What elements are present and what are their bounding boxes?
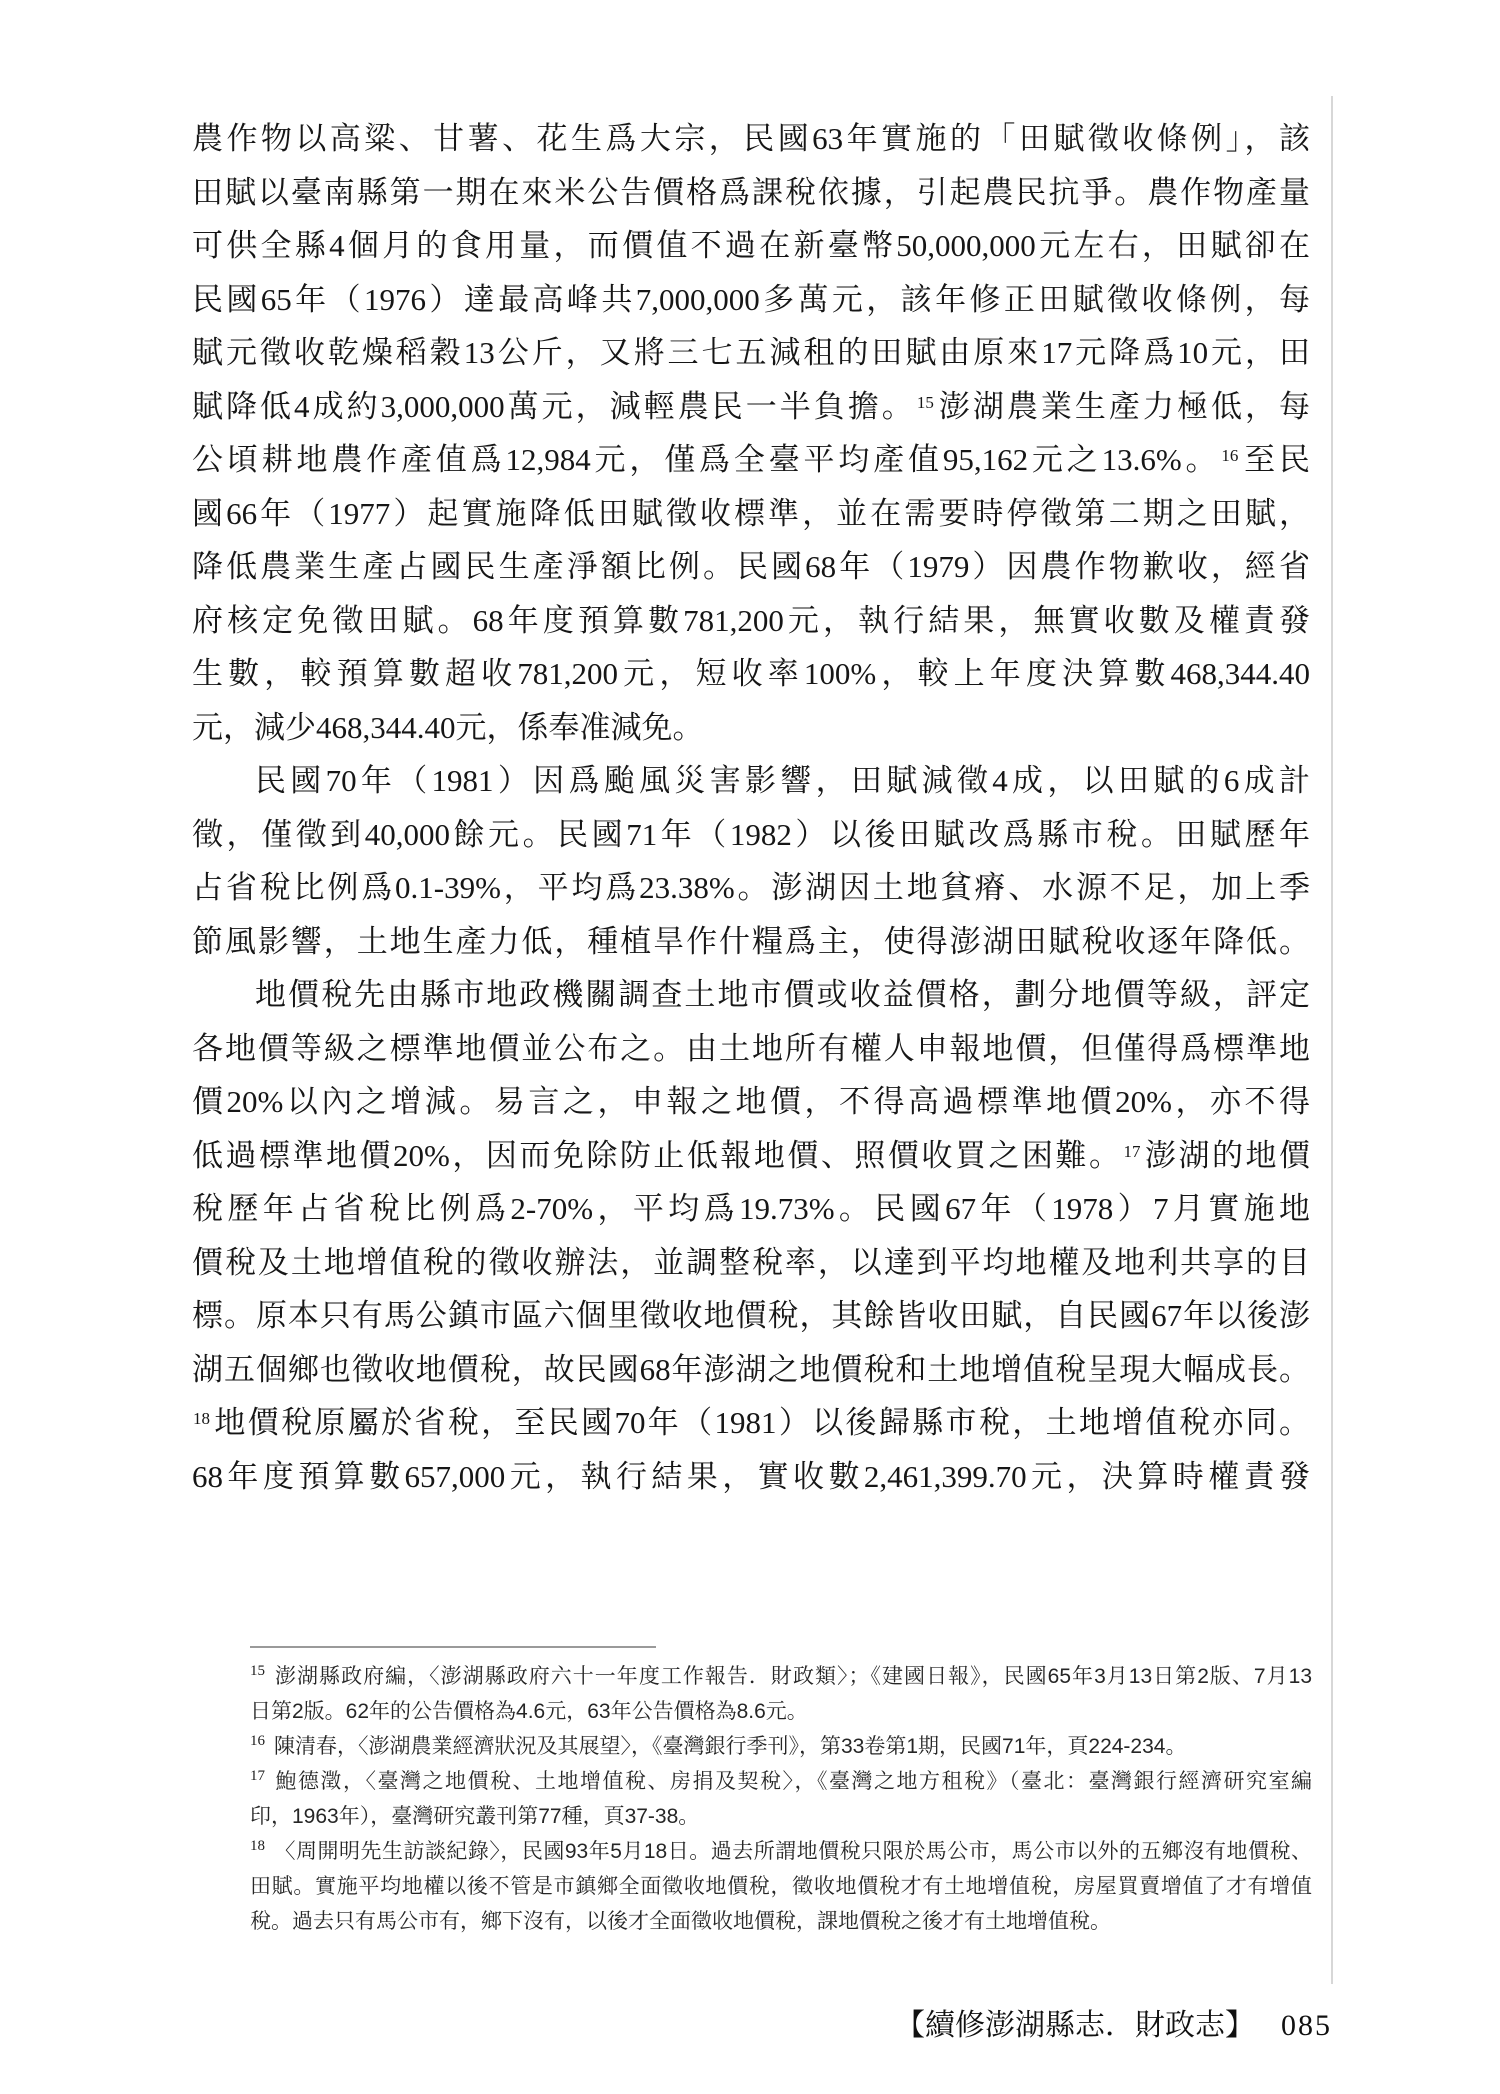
footnote-line: 印，1963年），臺灣研究叢刊第77種，頁37-38。 <box>250 1805 700 1828</box>
footer-page-number: 085 <box>1281 2009 1332 2042</box>
body-line: 節風影響，土地生產力低，種植旱作什糧爲主，使得澎湖田賦稅收逐年降低。 <box>192 923 1310 959</box>
footnote-line: 日第2版。62年的公告價格為4.6元，63年公告價格為8.6元。 <box>250 1700 808 1723</box>
body-text <box>192 112 1310 1503</box>
footnote <box>250 1659 1312 1729</box>
body-line: 民國65年（1976）達最高峰共7,000,000多萬元，該年修正田賦徵收條例，每 <box>192 281 1310 317</box>
body-line: 賦降低4成約3,000,000萬元，減輕農民一半負擔。$^{15}$澎湖農業生產力極低，每 <box>192 388 1311 424</box>
body-line: 價稅及土地增值稅的徵收辦法，並調整稅率，以達到平均地權及地利共享的目 <box>192 1244 1310 1280</box>
footnote-line: 稅。過去只有馬公市有，鄉下沒有，以後才全面徵收地價稅，課地價稅之後才有土地增值稅。 <box>250 1910 1111 1933</box>
footnote-line: $^{17}$ 鮑德澂，〈臺灣之地價稅、土地增值稅、房捐及契稅〉，《臺灣之地方租稅》（臺北：臺灣銀行經濟研究室編 <box>250 1768 1312 1793</box>
body-line: 占省稅比例爲0.1-39%，平均爲23.38%。澎湖因土地貧瘠、水源不足，加上季 <box>192 870 1310 905</box>
body-line: 68年度預算數657,000元，執行結果，實收數2,461,399.70元，決算時權責發 <box>192 1458 1310 1494</box>
footnote-divider <box>250 1646 656 1648</box>
footnote-ref: 15 <box>916 392 934 412</box>
footnote-number: 16 <box>250 1733 265 1749</box>
body-line: 標。原本只有馬公鎮市區六個里徵收地價稅，其餘皆收田賦，自民國67年以後澎 <box>192 1298 1310 1333</box>
footnote <box>250 1834 1312 1939</box>
body-line: 湖五個鄉也徵收地價稅，故民國68年澎湖之地價稅和土地增值稅呈現大幅成長。 <box>192 1351 1310 1387</box>
body-line: 可供全縣4個月的食用量，而價值不過在新臺幣50,000,000元左右，田賦卻在 <box>192 228 1310 263</box>
footnote-ref: 17 <box>1123 1141 1141 1161</box>
body-line: 降低農業生產占國民生產淨額比例。民國68年（1979）因農作物歉收，經省 <box>192 549 1310 584</box>
body-line: 低過標準地價20%，因而免除防止低報地價、照價收買之困難。$^{17}$澎湖的地價 <box>192 1137 1310 1173</box>
page-edge-line <box>1331 96 1333 1984</box>
body-line: 稅歷年占省稅比例爲2-70%，平均爲19.73%。民國67年（1978）7月實施地 <box>192 1191 1310 1226</box>
body-line: 公頃耕地農作產值爲12,984元，僅爲全臺平均產值95,162元之13.6%。$^{16}$至民 <box>192 442 1311 477</box>
footnote-line: $^{16}$ 陳清春，〈澎湖農業經濟狀況及其展望〉，《臺灣銀行季刊》，第33卷第1期，民國71年，頁224-234。 <box>250 1733 1187 1758</box>
body-line: 各地價等級之標準地價並公布之。由土地所有權人申報地價，但僅得爲標準地 <box>192 1030 1310 1066</box>
footnote <box>250 1729 1312 1764</box>
body-line: 田賦以臺南縣第一期在來米公告價格爲課稅依據，引起農民抗爭。農作物產量 <box>192 174 1310 210</box>
body-line: 地價稅先由縣市地政機關調查土地市價或收益價格，劃分地價等級，評定 <box>255 977 1310 1012</box>
body-line: 農作物以高粱、甘薯、花生爲大宗，民國63年實施的「田賦徵收條例」，該 <box>192 121 1310 156</box>
footnote-line: 田賦。實施平均地權以後不管是市鎮鄉全面徵收地價稅，徵收地價稅才有土地增值稅，房屋買賣增值了才有增值 <box>250 1875 1312 1898</box>
footnotes <box>250 1659 1312 1939</box>
footnote-line: $^{15}$ 澎湖縣政府編，〈澎湖縣政府六十一年度工作報告．財政類〉；《建國日報》，民國65年3月13日第2版、7月13 <box>250 1663 1312 1688</box>
footnote-ref: 16 <box>1221 446 1239 465</box>
body-line: 賦元徵收乾燥稻穀13公斤，又將三七五減租的田賦由原來17元降爲10元，田 <box>192 335 1310 370</box>
footnote-line: $^{18}$ 〈周開明先生訪談紀錄〉，民國93年5月18日。過去所謂地價稅只限於馬公市，馬公市以外的五鄉沒有地價稅、 <box>250 1838 1312 1863</box>
page-footer <box>895 2000 1332 2044</box>
body-line: 國66年（1977）起實施降低田賦徵收標準，並在需要時停徵第二期之田賦， <box>192 495 1310 531</box>
body-line: 元，減少468,344.40元，係奉准減免。 <box>192 709 704 745</box>
body-line: 生數，較預算數超收781,200元，短收率100%，較上年度決算數468,344.40 <box>192 656 1310 691</box>
footnote-ref: 18 <box>193 1409 210 1428</box>
body-line: 民國70年（1981）因爲颱風災害影響，田賦減徵4成，以田賦的6成計 <box>255 763 1310 798</box>
body-line: 價20%以內之增減。易言之，申報之地價，不得高過標準地價20%，亦不得 <box>192 1084 1310 1119</box>
footnote-number: 17 <box>250 1768 265 1784</box>
footnote <box>250 1764 1312 1834</box>
footnote-number: 18 <box>250 1838 265 1854</box>
body-line: 徵，僅徵到40,000餘元。民國71年（1982）以後田賦改爲縣市稅。田賦歷年 <box>192 816 1310 852</box>
body-line: 府核定免徵田賦。68年度預算數781,200元，執行結果，無實收數及權責發 <box>192 602 1310 638</box>
footer-title: 【續修澎湖縣志．財政志】 <box>895 2009 1255 2042</box>
footnote-number: 15 <box>250 1663 265 1679</box>
body-line: $^{18}$地價稅原屬於省稅，至民國70年（1981）以後歸縣市稅，土地增值稅亦同。 <box>193 1405 1310 1440</box>
